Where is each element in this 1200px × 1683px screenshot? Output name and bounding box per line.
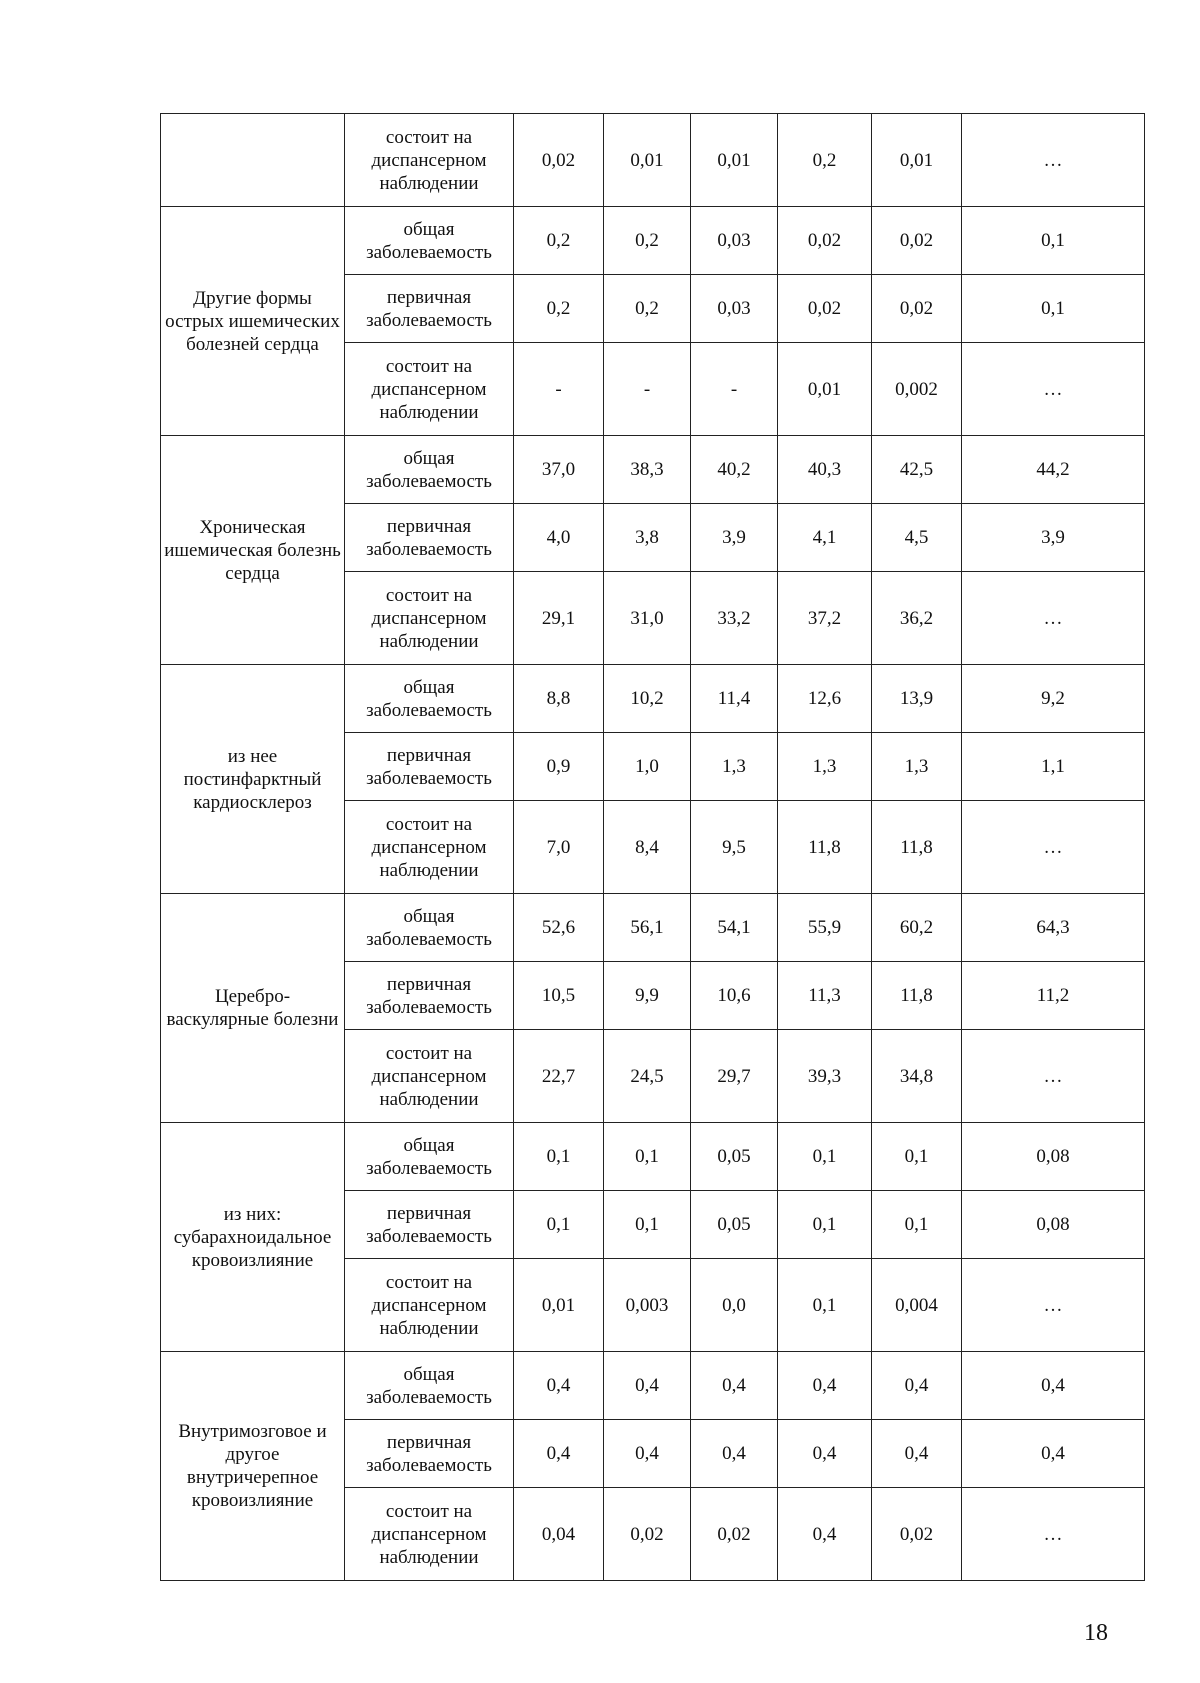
value-cell: 38,3 bbox=[604, 436, 691, 504]
value-cell: 0,01 bbox=[872, 114, 962, 207]
indicator-cell: общая заболеваемость bbox=[345, 207, 514, 275]
value-cell: 0,02 bbox=[872, 1488, 962, 1581]
value-cell: 0,4 bbox=[872, 1420, 962, 1488]
value-cell: 0,4 bbox=[604, 1352, 691, 1420]
indicator-cell: состоит на диспансерном наблюдении bbox=[345, 1030, 514, 1123]
value-cell: 4,0 bbox=[514, 504, 604, 572]
disease-group-cell: Внутримозговое и другое внутричерепное кровоизлияние bbox=[161, 1352, 345, 1581]
table-row bbox=[161, 665, 1145, 733]
indicator-cell: первичная заболеваемость bbox=[345, 504, 514, 572]
value-cell: 0,08 bbox=[962, 1191, 1145, 1259]
value-cell: 10,5 bbox=[514, 962, 604, 1030]
value-cell: 0,4 bbox=[778, 1488, 872, 1581]
value-cell: 0,4 bbox=[872, 1352, 962, 1420]
value-cell: 0,4 bbox=[604, 1420, 691, 1488]
value-cell: 0,1 bbox=[962, 207, 1145, 275]
value-cell: 1,3 bbox=[778, 733, 872, 801]
value-cell: 0,08 bbox=[962, 1123, 1145, 1191]
value-cell: 56,1 bbox=[604, 894, 691, 962]
value-cell: 7,0 bbox=[514, 801, 604, 894]
table-row bbox=[161, 1352, 1145, 1420]
value-cell: - bbox=[691, 343, 778, 436]
value-cell: 29,7 bbox=[691, 1030, 778, 1123]
indicator-cell: общая заболеваемость bbox=[345, 1123, 514, 1191]
value-cell: … bbox=[962, 343, 1145, 436]
page-number: 18 bbox=[1084, 1620, 1108, 1646]
value-cell: 31,0 bbox=[604, 572, 691, 665]
indicator-cell: общая заболеваемость bbox=[345, 894, 514, 962]
value-cell: 0,004 bbox=[872, 1259, 962, 1352]
value-cell: - bbox=[514, 343, 604, 436]
value-cell: 13,9 bbox=[872, 665, 962, 733]
value-cell: 11,8 bbox=[872, 801, 962, 894]
value-cell: 37,2 bbox=[778, 572, 872, 665]
value-cell: 0,1 bbox=[604, 1123, 691, 1191]
disease-group-cell: из них: субарахноидальное кровоизлияние bbox=[161, 1123, 345, 1352]
value-cell: 0,1 bbox=[778, 1259, 872, 1352]
table-row bbox=[161, 894, 1145, 962]
value-cell: 12,6 bbox=[778, 665, 872, 733]
value-cell: 64,3 bbox=[962, 894, 1145, 962]
value-cell: 0,2 bbox=[514, 275, 604, 343]
table-row bbox=[161, 114, 1145, 207]
value-cell: 0,03 bbox=[691, 275, 778, 343]
value-cell: 0,02 bbox=[778, 207, 872, 275]
value-cell: 1,3 bbox=[872, 733, 962, 801]
value-cell: 11,8 bbox=[778, 801, 872, 894]
value-cell: … bbox=[962, 572, 1145, 665]
value-cell: 0,05 bbox=[691, 1191, 778, 1259]
table-body bbox=[161, 114, 1145, 1581]
value-cell: … bbox=[962, 114, 1145, 207]
value-cell: 0,05 bbox=[691, 1123, 778, 1191]
value-cell: 11,2 bbox=[962, 962, 1145, 1030]
value-cell: 0,1 bbox=[604, 1191, 691, 1259]
value-cell: 3,9 bbox=[691, 504, 778, 572]
value-cell: 44,2 bbox=[962, 436, 1145, 504]
value-cell: 52,6 bbox=[514, 894, 604, 962]
value-cell: 11,4 bbox=[691, 665, 778, 733]
value-cell: … bbox=[962, 801, 1145, 894]
value-cell: … bbox=[962, 1259, 1145, 1352]
value-cell: 0,02 bbox=[691, 1488, 778, 1581]
table-row bbox=[161, 207, 1145, 275]
value-cell: 34,8 bbox=[872, 1030, 962, 1123]
value-cell: 9,2 bbox=[962, 665, 1145, 733]
value-cell: 0,4 bbox=[962, 1352, 1145, 1420]
morbidity-table bbox=[160, 113, 1145, 1581]
indicator-cell: первичная заболеваемость bbox=[345, 1420, 514, 1488]
value-cell: … bbox=[962, 1488, 1145, 1581]
disease-group-cell: Другие формы острых ишемических болезней сердца bbox=[161, 207, 345, 436]
value-cell: 11,8 bbox=[872, 962, 962, 1030]
value-cell: 3,9 bbox=[962, 504, 1145, 572]
value-cell: 0,4 bbox=[691, 1352, 778, 1420]
value-cell: 0,1 bbox=[872, 1123, 962, 1191]
value-cell: 0,003 bbox=[604, 1259, 691, 1352]
value-cell: 55,9 bbox=[778, 894, 872, 962]
value-cell: 33,2 bbox=[691, 572, 778, 665]
value-cell: 0,02 bbox=[872, 207, 962, 275]
value-cell: 0,01 bbox=[604, 114, 691, 207]
value-cell: 22,7 bbox=[514, 1030, 604, 1123]
table-row bbox=[161, 1123, 1145, 1191]
value-cell: 11,3 bbox=[778, 962, 872, 1030]
table-row bbox=[161, 436, 1145, 504]
value-cell: 0,02 bbox=[604, 1488, 691, 1581]
indicator-cell: состоит на диспансерном наблюдении bbox=[345, 1259, 514, 1352]
value-cell: 39,3 bbox=[778, 1030, 872, 1123]
disease-group-cell: из нее постинфарктный кардиосклероз bbox=[161, 665, 345, 894]
value-cell: 0,1 bbox=[962, 275, 1145, 343]
value-cell: 0,1 bbox=[514, 1191, 604, 1259]
indicator-cell: состоит на диспансерном наблюдении bbox=[345, 1488, 514, 1581]
value-cell: 0,4 bbox=[691, 1420, 778, 1488]
value-cell: 0,1 bbox=[778, 1191, 872, 1259]
value-cell: 0,1 bbox=[872, 1191, 962, 1259]
indicator-cell: состоит на диспансерном наблюдении bbox=[345, 343, 514, 436]
value-cell: 0,02 bbox=[778, 275, 872, 343]
value-cell: 0,0 bbox=[691, 1259, 778, 1352]
indicator-cell: общая заболеваемость bbox=[345, 665, 514, 733]
value-cell: 0,4 bbox=[514, 1352, 604, 1420]
value-cell: 0,2 bbox=[778, 114, 872, 207]
value-cell: 4,5 bbox=[872, 504, 962, 572]
value-cell: 0,2 bbox=[604, 207, 691, 275]
value-cell: 8,4 bbox=[604, 801, 691, 894]
value-cell: … bbox=[962, 1030, 1145, 1123]
value-cell: 54,1 bbox=[691, 894, 778, 962]
value-cell: 0,01 bbox=[514, 1259, 604, 1352]
value-cell: 0,4 bbox=[778, 1420, 872, 1488]
value-cell: 1,0 bbox=[604, 733, 691, 801]
indicator-cell: первичная заболеваемость bbox=[345, 962, 514, 1030]
value-cell: - bbox=[604, 343, 691, 436]
value-cell: 0,03 bbox=[691, 207, 778, 275]
disease-group-cell: Хроническая ишемическая болезнь сердца bbox=[161, 436, 345, 665]
value-cell: 1,1 bbox=[962, 733, 1145, 801]
value-cell: 0,02 bbox=[514, 114, 604, 207]
indicator-cell: состоит на диспансерном наблюдении bbox=[345, 572, 514, 665]
disease-group-cell bbox=[161, 114, 345, 207]
indicator-cell: состоит на диспансерном наблюдении bbox=[345, 801, 514, 894]
value-cell: 0,2 bbox=[604, 275, 691, 343]
value-cell: 24,5 bbox=[604, 1030, 691, 1123]
value-cell: 10,2 bbox=[604, 665, 691, 733]
value-cell: 40,2 bbox=[691, 436, 778, 504]
disease-group-cell: Церебро-васкулярные болезни bbox=[161, 894, 345, 1123]
indicator-cell: первичная заболеваемость bbox=[345, 733, 514, 801]
value-cell: 36,2 bbox=[872, 572, 962, 665]
value-cell: 0,01 bbox=[691, 114, 778, 207]
indicator-cell: первичная заболеваемость bbox=[345, 275, 514, 343]
value-cell: 0,4 bbox=[778, 1352, 872, 1420]
indicator-cell: первичная заболеваемость bbox=[345, 1191, 514, 1259]
value-cell: 0,9 bbox=[514, 733, 604, 801]
value-cell: 0,01 bbox=[778, 343, 872, 436]
value-cell: 9,5 bbox=[691, 801, 778, 894]
value-cell: 29,1 bbox=[514, 572, 604, 665]
indicator-cell: состоит на диспансерном наблюдении bbox=[345, 114, 514, 207]
value-cell: 37,0 bbox=[514, 436, 604, 504]
value-cell: 0,1 bbox=[778, 1123, 872, 1191]
value-cell: 60,2 bbox=[872, 894, 962, 962]
value-cell: 0,1 bbox=[514, 1123, 604, 1191]
value-cell: 3,8 bbox=[604, 504, 691, 572]
value-cell: 0,4 bbox=[514, 1420, 604, 1488]
value-cell: 10,6 bbox=[691, 962, 778, 1030]
indicator-cell: общая заболеваемость bbox=[345, 436, 514, 504]
value-cell: 0,2 bbox=[514, 207, 604, 275]
value-cell: 4,1 bbox=[778, 504, 872, 572]
value-cell: 40,3 bbox=[778, 436, 872, 504]
indicator-cell: общая заболеваемость bbox=[345, 1352, 514, 1420]
value-cell: 42,5 bbox=[872, 436, 962, 504]
value-cell: 0,4 bbox=[962, 1420, 1145, 1488]
value-cell: 0,002 bbox=[872, 343, 962, 436]
value-cell: 0,02 bbox=[872, 275, 962, 343]
value-cell: 1,3 bbox=[691, 733, 778, 801]
value-cell: 0,04 bbox=[514, 1488, 604, 1581]
value-cell: 9,9 bbox=[604, 962, 691, 1030]
value-cell: 8,8 bbox=[514, 665, 604, 733]
